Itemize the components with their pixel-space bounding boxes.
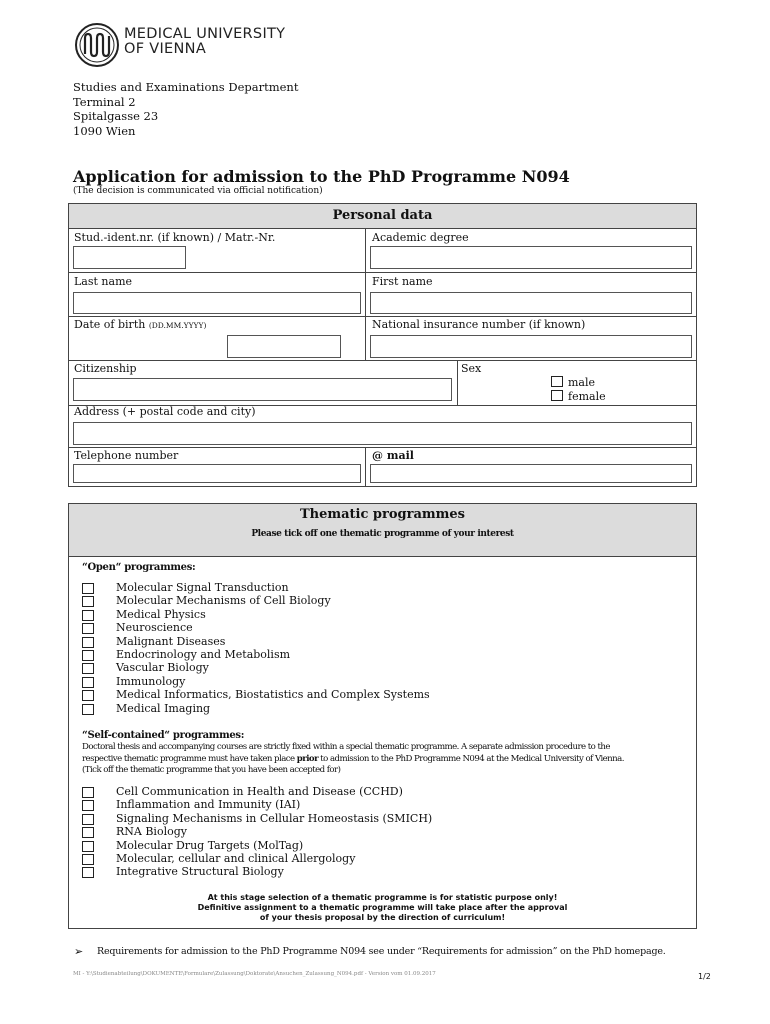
citizenship-label: Citizenship	[74, 362, 137, 375]
page-title: Application for admission to the PhD Programme N094	[73, 167, 570, 186]
male-label: male	[568, 376, 596, 389]
last-name-field[interactable]	[73, 292, 361, 314]
requirements-note: Requirements for admission to the PhD Programme N094 see under “Requirements for admission” on the PhD homepage.	[97, 946, 666, 957]
address-label: Address (+ postal code and city)	[74, 405, 256, 418]
open-programme-checkbox[interactable]	[82, 583, 94, 594]
self-programme-checkbox[interactable]	[82, 827, 94, 838]
open-programmes-heading: “Open“ programmes:	[82, 562, 196, 573]
page-subtitle: (The decision is communicated via official notification)	[73, 186, 323, 196]
thematic-heading: Thematic programmes	[299, 507, 466, 522]
date-format-hint: (DD.MM.YYYY)	[148, 321, 207, 330]
personal-data-heading: Personal data	[69, 204, 696, 228]
list-item: Signaling Mechanisms in Cellular Homeostasis (SMICH)	[116, 811, 433, 825]
male-checkbox[interactable]	[551, 376, 563, 387]
self-programme-checkbox[interactable]	[82, 867, 94, 878]
list-item: Integrative Structural Biology	[116, 865, 284, 879]
list-item: Inflammation and Immunity (IAI)	[116, 798, 301, 812]
sex-label: Sex	[461, 362, 482, 375]
self-contained-heading: “Self-contained“ programmes:	[82, 730, 245, 741]
open-programme-checkbox[interactable]	[82, 677, 94, 688]
email-label: @ mail	[372, 449, 414, 462]
first-name-field[interactable]	[370, 292, 692, 314]
female-label: female	[568, 390, 606, 403]
self-contained-checkboxes	[82, 787, 94, 881]
self-programme-checkbox[interactable]	[82, 841, 94, 852]
self-contained-description: Doctoral thesis and accompanying courses are strictly fixed within a special thematic programme. A separate admission procedure to the respective thematic programme must have taken place prior to admission to the PhD Programme N094 at the Medical University of Vienna. (Tick off the thematic programme that you have been accepted for)	[82, 742, 624, 775]
insurance-number-label: National insurance number (if known)	[372, 318, 586, 331]
list-item: Molecular Drug Targets (MolTag)	[116, 838, 304, 852]
list-item: Endocrinology and Metabolism	[116, 648, 291, 662]
open-programme-checkbox[interactable]	[82, 650, 94, 661]
telephone-field[interactable]	[73, 464, 361, 483]
list-item: RNA Biology	[116, 825, 187, 839]
telephone-label: Telephone number	[74, 449, 179, 462]
date-of-birth-label: Date of birth (DD.MM.YYYY)	[74, 318, 207, 331]
page-number: 1/2	[698, 972, 711, 981]
open-programme-checkbox[interactable]	[82, 623, 94, 634]
academic-degree-field[interactable]	[370, 246, 692, 269]
requirements-bullet-icon: ➢	[74, 945, 84, 958]
date-of-birth-field[interactable]	[227, 335, 341, 358]
thematic-instruction: Please tick off one thematic programme of your interest	[251, 529, 514, 539]
address-field[interactable]	[73, 422, 692, 445]
list-item: Neuroscience	[116, 621, 193, 635]
open-programme-checkbox[interactable]	[82, 663, 94, 674]
academic-degree-label: Academic degree	[372, 231, 469, 244]
document-path: MI - Y:\Studienabteilung\DOKUMENTE\Formulare\Zulassung\Doktorate\Ansuchen_Zulassung_N094.pdf - Version vom 01.09.2017	[73, 971, 436, 977]
open-programme-checkbox[interactable]	[82, 704, 94, 715]
list-item: Immunology	[116, 674, 186, 688]
open-programme-checkbox[interactable]	[82, 610, 94, 621]
stud-id-field[interactable]	[73, 246, 186, 269]
last-name-label: Last name	[74, 275, 133, 288]
self-programme-checkbox[interactable]	[82, 854, 94, 865]
citizenship-field[interactable]	[73, 378, 452, 401]
first-name-label: First name	[372, 275, 433, 288]
open-programmes-checkboxes	[82, 583, 94, 717]
stud-id-label: Stud.-ident.nr. (if known) / Matr.-Nr.	[74, 231, 276, 244]
self-programme-checkbox[interactable]	[82, 814, 94, 825]
self-contained-list	[116, 785, 432, 879]
department-address: Studies and Examinations Department Terminal 2 Spitalgasse 23 1090 Wien	[73, 80, 299, 139]
statistic-purpose-note: At this stage selection of a thematic programme is for statistic purpose only! Definitive assignment to a thematic programme will take place after the approval of your thesis proposal by the direction of curriculum!	[197, 893, 568, 922]
list-item: Molecular Signal Transduction	[116, 581, 289, 594]
open-programme-checkbox[interactable]	[82, 637, 94, 648]
logo-text: MEDICAL UNIVERSITY OF VIENNA	[124, 26, 286, 57]
self-programme-checkbox[interactable]	[82, 787, 94, 798]
female-checkbox[interactable]	[551, 390, 563, 401]
open-programme-checkbox[interactable]	[82, 690, 94, 701]
list-item: Vascular Biology	[116, 661, 209, 675]
open-programmes-list	[116, 581, 430, 715]
list-item: Medical Informatics, Biostatistics and Complex Systems	[116, 688, 430, 702]
insurance-number-field[interactable]	[370, 335, 692, 358]
list-item: Malignant Diseases	[116, 634, 226, 648]
list-item: Medical Imaging	[116, 701, 211, 715]
email-field[interactable]	[370, 464, 692, 483]
list-item: Molecular Mechanisms of Cell Biology	[116, 594, 331, 608]
list-item: Cell Communication in Health and Disease (CCHD)	[116, 785, 403, 798]
self-programme-checkbox[interactable]	[82, 800, 94, 811]
list-item: Medical Physics	[116, 607, 206, 621]
list-item: Molecular, cellular and clinical Allergology	[116, 852, 356, 866]
open-programme-checkbox[interactable]	[82, 596, 94, 607]
